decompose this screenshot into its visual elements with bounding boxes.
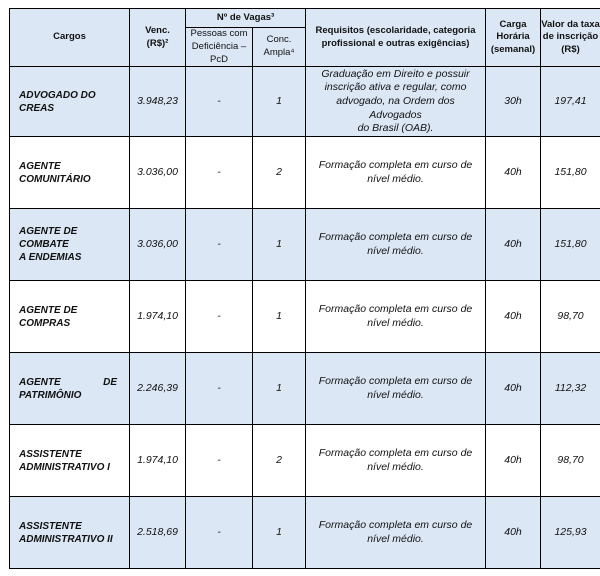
venc-cell: 2.246,39 [130,353,186,425]
taxa-cell: 98,70 [541,281,600,353]
header-requisitos [306,9,486,67]
cargo-name-line1: AGENTE DE [19,376,117,388]
vacancy-table-container [9,8,600,569]
requisitos-line2: nível médio. [367,316,424,329]
requisitos-line1: Formação completa em curso de [318,159,473,172]
cargo-name-line2: COMUNITÁRIO [19,173,91,185]
requisitos-line2: inscrição ativa e regular, como [324,81,467,94]
header-pcd-line2: Deficiência – [191,40,247,52]
table-row [10,137,600,209]
header-carga [486,9,541,67]
taxa-cell: 151,80 [541,137,600,209]
table-row [10,497,600,569]
venc-cell: 1.974,10 [130,281,186,353]
pcd-cell: - [186,425,253,497]
pcd-cell: - [186,67,253,137]
venc-cell: 2.518,69 [130,497,186,569]
requisitos-line3: advogado, na Ordem dos Advogados [336,95,455,121]
cargo-cell [10,67,130,137]
taxa-cell: 125,93 [541,497,600,569]
cargo-name-line1: ASSISTENTE [19,448,82,460]
cargo-name-line2: ADMINISTRATIVO I [19,461,110,473]
requisitos-line1: Formação completa em curso de [318,303,473,316]
taxa-cell: 112,32 [541,353,600,425]
cargo-name-line1: ASSISTENTE [19,520,82,532]
carga-cell: 40h [486,425,541,497]
cargo-name-line1: AGENTE [19,160,61,172]
taxa-cell: 197,41 [541,67,600,137]
table-row [10,67,600,137]
carga-cell: 40h [486,353,541,425]
venc-cell: 1.974,10 [130,425,186,497]
carga-cell: 40h [486,497,541,569]
requisitos-line2: nível médio. [367,532,424,545]
header-venc [130,9,186,67]
cargo-cell [10,497,130,569]
cargo-name-line2: ADMINISTRATIVO II [19,533,113,545]
header-venc-label: Venc. [145,24,170,36]
cargo-cell [10,353,130,425]
ampla-cell: 1 [253,353,306,425]
requisitos-cell [306,209,486,281]
ampla-cell: 2 [253,137,306,209]
cargo-name: ADVOGADO DO CREAS [19,89,96,114]
requisitos-line2: nível médio. [367,460,424,473]
header-taxa-line3: (R$) [561,44,580,56]
cargo-name-line2: A ENDEMIAS [19,252,82,264]
requisitos-line1: Formação completa em curso de [318,375,473,388]
ampla-cell: 1 [253,67,306,137]
carga-cell: 40h [486,209,541,281]
requisitos-cell [306,353,486,425]
carga-cell: 40h [486,281,541,353]
taxa-cell: 98,70 [541,425,600,497]
header-ampla-line2: Ampla⁴ [263,47,295,59]
requisitos-cell [306,137,486,209]
header-requisitos-line1: Requisitos (escolaridade, categoria [315,24,476,36]
cargo-cell [10,137,130,209]
ampla-cell: 1 [253,281,306,353]
requisitos-line2: nível médio. [367,244,424,257]
header-taxa [541,9,600,67]
requisitos-cell [306,281,486,353]
header-pcd [186,28,253,67]
vacancy-table [9,8,600,569]
carga-cell: 30h [486,67,541,137]
venc-cell: 3.948,23 [130,67,186,137]
venc-cell: 3.036,00 [130,209,186,281]
requisitos-line4: do Brasil (OAB). [357,122,434,135]
header-ampla-line1: Conc. [266,34,292,46]
header-taxa-line1: Valor da taxa [541,18,600,30]
requisitos-line1: Graduação em Direito e possuir [321,67,470,80]
cargo-name-line2: PATRIMÔNIO [19,389,82,401]
header-requisitos-line2: profissional e outras exigências) [321,37,470,49]
pcd-cell: - [186,137,253,209]
cargo-name-line1: AGENTE DE COMBATE [19,226,78,251]
header-taxa-line2: de inscrição [542,31,599,43]
carga-cell: 40h [486,137,541,209]
venc-cell: 3.036,00 [130,137,186,209]
requisitos-line1: Formação completa em curso de [318,231,473,244]
header-carga-line1: Carga Horária [496,18,530,43]
table-row [10,209,600,281]
requisitos-line2: nível médio. [367,172,424,185]
ampla-cell: 1 [253,497,306,569]
header-pcd-line3: PcD [210,53,228,65]
taxa-cell: 151,80 [541,209,600,281]
pcd-cell: - [186,281,253,353]
ampla-cell: 2 [253,425,306,497]
pcd-cell: - [186,497,253,569]
header-cargos-label: Cargos [53,31,86,43]
requisitos-cell [306,497,486,569]
requisitos-line1: Formação completa em curso de [318,447,473,460]
header-ampla [253,28,306,67]
header-vagas [186,9,306,28]
pcd-cell: - [186,209,253,281]
requisitos-line2: nível médio. [367,388,424,401]
requisitos-cell [306,67,486,137]
header-vagas-label: Nº de Vagas³ [216,11,275,23]
cargo-cell [10,425,130,497]
header-carga-line2: (semanal) [490,44,536,56]
requisitos-cell [306,425,486,497]
cargo-cell [10,281,130,353]
table-row [10,425,600,497]
cargo-cell [10,209,130,281]
ampla-cell: 1 [253,209,306,281]
header-cargos [10,9,130,67]
requisitos-line1: Formação completa em curso de [318,519,473,532]
cargo-name: AGENTE DE COMPRAS [19,304,78,329]
header-pcd-line1: Pessoas com [190,28,248,39]
pcd-cell: - [186,353,253,425]
table-row [10,281,600,353]
header-venc-unit: (R$)² [146,37,169,49]
table-row [10,353,600,425]
